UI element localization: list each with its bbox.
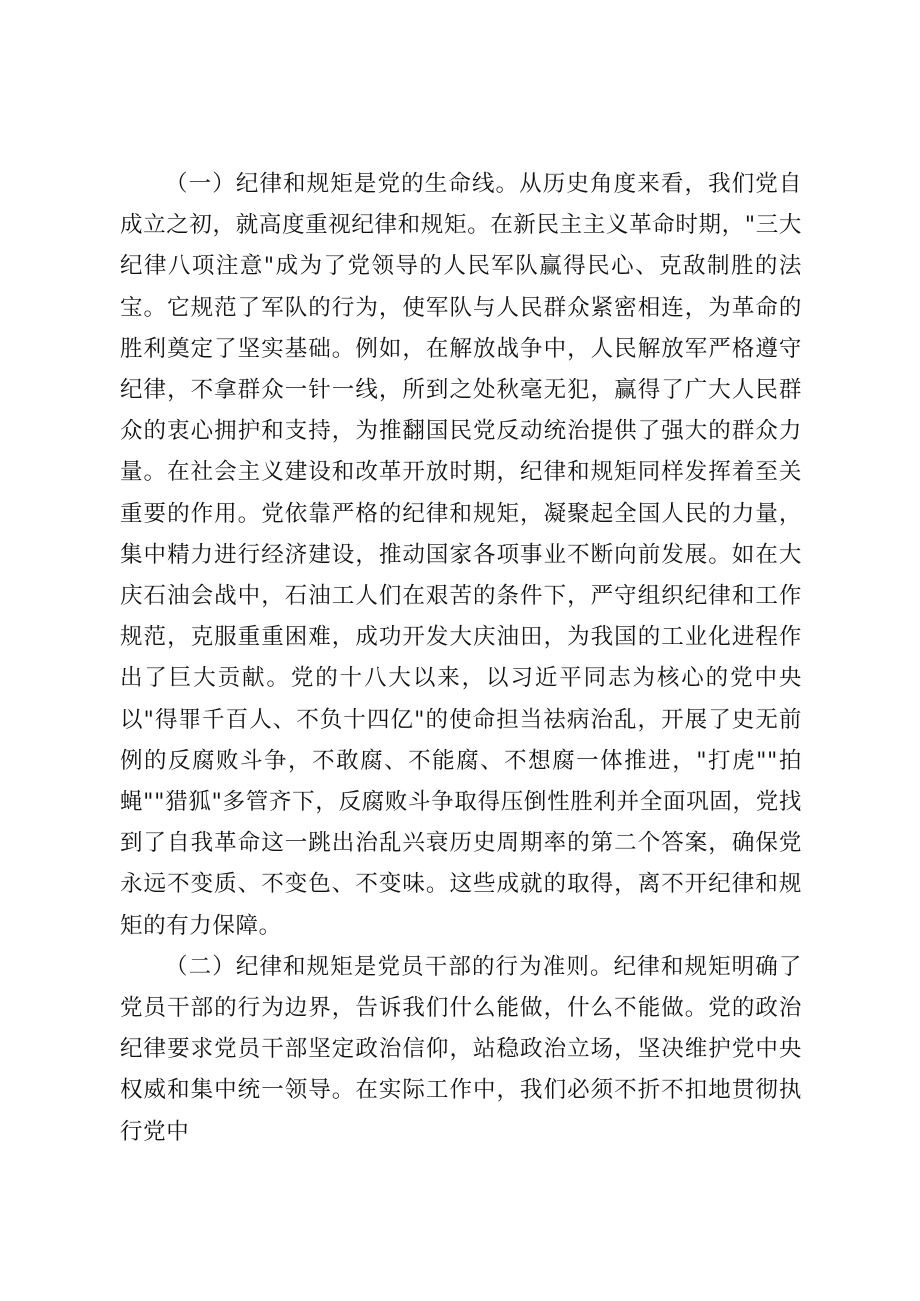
document-body	[120, 164, 802, 1153]
paragraph-2: （二）纪律和规矩是党员干部的行为准则。纪律和规矩明确了党员干部的行为边界，告诉我们什么能做，什么不能做。党的政治纪律要求党员干部坚定政治信仰，站稳政治立场，坚决维护党中央权威和集中统一领导。在实际工作中，我们必须不折不扣地贯彻执行党中	[120, 953, 802, 1145]
paragraph-1: （一）纪律和规矩是党的生命线。从历史角度来看，我们党自成立之初，就高度重视纪律和规矩。在新民主主义革命时期，"三大纪律八项注意"成为了党领导的人民军队赢得民心、克敌制胜的法宝。它规范了军队的行为，使军队与人民群众紧密相连，为革命的胜利奠定了坚实基础。例如，在解放战争中，人民解放军严格遵守纪律，不拿群众一针一线，所到之处秋毫无犯，赢得了广大人民群众的衷心拥护和支持，为推翻国民党反动统治提供了强大的群众力量。在社会主义建设和改革开放时期，纪律和规矩同样发挥着至关重要的作用。党依靠严格的纪律和规矩，凝聚起全国人民的力量，集中精力进行经济建设，推动国家各项事业不断向前发展。如在大庆石油会战中，石油工人们在艰苦的条件下，严守组织纪律和工作规范，克服重重困难，成功开发大庆油田，为我国的工业化进程作出了巨大贡献。党的十八大以来，以习近平同志为核心的党中央以"得罪千百人、不负十四亿"的使命担当祛病治乱，开展了史无前例的反腐败斗争，不敢腐、不能腐、不想腐一体推进，"打虎""拍蝇""猎狐"多管齐下，反腐败斗争取得压倒性胜利并全面巩固，党找到了自我革命这一跳出治乱兴衰历史周期率的第二个答案，确保党永远不变质、不变色、不变味。这些成就的取得，离不开纪律和规矩的有力保障。	[120, 171, 802, 939]
